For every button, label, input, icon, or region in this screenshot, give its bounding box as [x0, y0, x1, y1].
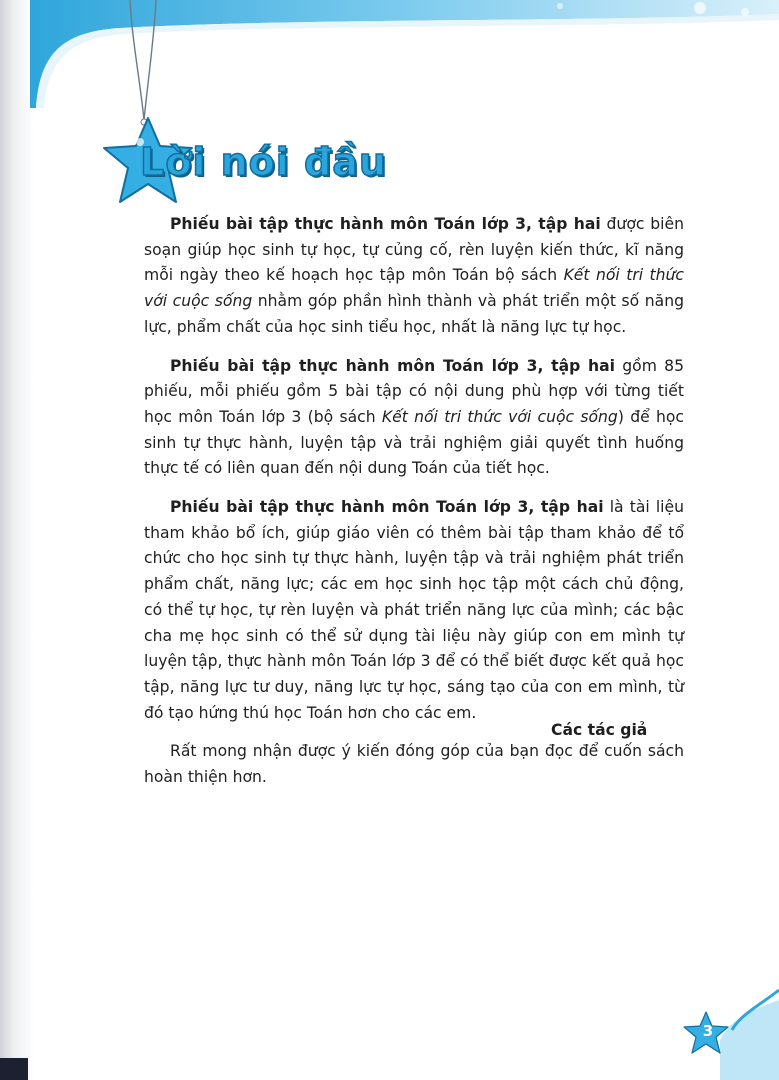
paragraph-text: gồm 85 phiếu, mỗi phiếu gồm 5 bài tập có nội dung phù hợp với từng tiết học môn Toán lớp 3 (bộ sách [144, 356, 685, 426]
hanging-string-icon [110, 0, 170, 130]
paragraph-1 [144, 212, 684, 341]
paragraph-text: Rất mong nhận được ý kiến đóng góp của bạn đọc để cuốn sách hoàn thiện hơn. [144, 742, 684, 787]
page-fold-shadow [0, 0, 34, 1080]
series-title-italic: Kết nối tri thức với cuộc sống [381, 407, 618, 426]
page-number: 3 [702, 1022, 714, 1040]
page-title: Lời nói đầu [140, 140, 387, 184]
paragraph-2 [144, 354, 684, 483]
scan-edge [0, 1058, 28, 1080]
paragraph-3 [144, 495, 684, 726]
bottom-decorative-wave [640, 960, 779, 1080]
signature: Các tác giả [551, 721, 648, 739]
series-title-italic: Kết nối tri thức với cuộc sống [144, 266, 684, 311]
paragraph-text: là tài liệu tham khảo bổ ích, giúp giáo viên có thêm bài tập tham khảo để tổ chức cho học sinh tự thực hành, luyện tập và trải nghiệm phát triển phẩm chất, năng lực; các em học sinh học tập một cách chủ động, có thể tự học, tự rèn luyện và phát triển năng lực của mình; các bậc cha mẹ học sinh có thể sử dụng tài liệu này giúp con em mình tự luyện tập, thực hành môn Toán lớp 3 để có thể biết được kết quả học tập, năng lực tư duy, năng lực tự học, sáng tạo của con em mình, từ đó tạo hứng thú học Toán hơn cho các em. [144, 498, 684, 722]
preface-body [144, 212, 684, 804]
book-title-bold: Phiếu bài tập thực hành môn Toán lớp 3, tập hai [170, 215, 601, 233]
paragraph-text: được biên soạn giúp học sinh tự học, tự củng cố, rèn luyện kiến thức, kĩ năng mỗi ngày theo kế hoạch học tập môn Toán bộ sách [144, 215, 684, 285]
book-title-bold: Phiếu bài tập thực hành môn Toán lớp 3, tập hai [170, 356, 615, 375]
paragraph-text: ) để học sinh tự thực hành, luyện tập và trải nghiệm giải quyết tình huống thực tế có liên quan đến nội dung Toán của tiết học. [144, 407, 684, 478]
paragraph-4 [144, 739, 684, 790]
paragraph-text: nhằm góp phần hình thành và phát triển một số năng lực, phẩm chất của học sinh tiểu học, nhất là năng lực tự học. [144, 292, 684, 336]
book-title-bold: Phiếu bài tập thực hành môn Toán lớp 3, tập hai [170, 498, 604, 517]
